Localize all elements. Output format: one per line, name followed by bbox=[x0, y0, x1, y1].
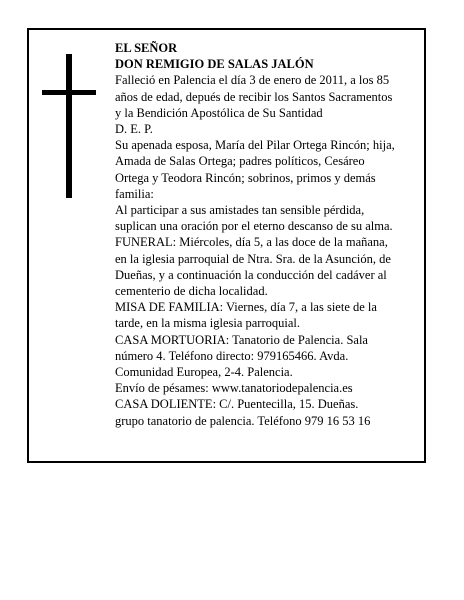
notice-line: Al participar a sus amistades tan sensible pérdida, bbox=[115, 203, 365, 218]
family-home-line: CASA DOLIENTE: C/. Puentecilla, 15. Dueñas. bbox=[115, 397, 359, 412]
funeral-home-line: CASA MORTUORIA: Tanatorio de Palencia. Sala bbox=[115, 332, 368, 347]
notice-line: familia: bbox=[115, 186, 154, 201]
rip-line: D. E. P. bbox=[115, 122, 153, 137]
notice-line: cementerio de dicha localidad. bbox=[115, 284, 268, 299]
notice-line: Falleció en Palencia el día 3 de enero de 2011, a los 85 bbox=[115, 73, 390, 88]
deceased-name: DON REMIGIO DE SALAS JALÓN bbox=[115, 57, 314, 72]
cross-icon bbox=[42, 54, 96, 198]
notice-line: años de edad, depués de recibir los Santos Sacramentos bbox=[115, 89, 393, 104]
notice-text bbox=[115, 40, 425, 429]
notice-line: número 4. Teléfono directo: 979165466. Avda. bbox=[115, 348, 349, 363]
notice-line: en la iglesia parroquial de Ntra. Sra. de la Asunción, de bbox=[115, 251, 391, 266]
notice-line: Su apenada esposa, María del Pilar Ortega Rincón; hija, bbox=[115, 138, 395, 153]
notice-line: y la Bendición Apostólica de Su Santidad bbox=[115, 105, 323, 120]
notice-line: Ortega y Teodora Rincón; sobrinos, primos y demás bbox=[115, 170, 376, 185]
notice-line: Comunidad Europea, 2-4. Palencia. bbox=[115, 365, 293, 380]
notice-line: Amada de Salas Ortega; padres políticos, Cesáreo bbox=[115, 154, 365, 169]
family-mass-line: MISA DE FAMILIA: Viernes, día 7, a las siete de la bbox=[115, 300, 377, 315]
cross-horizontal-bar bbox=[42, 90, 96, 95]
notice-line: suplican una oración por el eterno descanso de su alma. bbox=[115, 219, 393, 234]
funeral-line: FUNERAL: Miércoles, día 5, a las doce de la mañana, bbox=[115, 235, 388, 250]
condolences-line: Envío de pésames: www.tanatoriodepalencia.es bbox=[115, 381, 353, 396]
notice-heading: EL SEÑOR bbox=[115, 41, 178, 55]
notice-line: Dueñas, y a continuación la conducción del cadáver al bbox=[115, 267, 387, 282]
notice-line: tarde, en la misma iglesia parroquial. bbox=[115, 316, 301, 331]
contact-line: grupo tanatorio de palencia. Teléfono 979 16 53 16 bbox=[115, 413, 371, 428]
obituary-notice bbox=[27, 28, 426, 463]
cross-vertical-bar bbox=[66, 54, 72, 198]
